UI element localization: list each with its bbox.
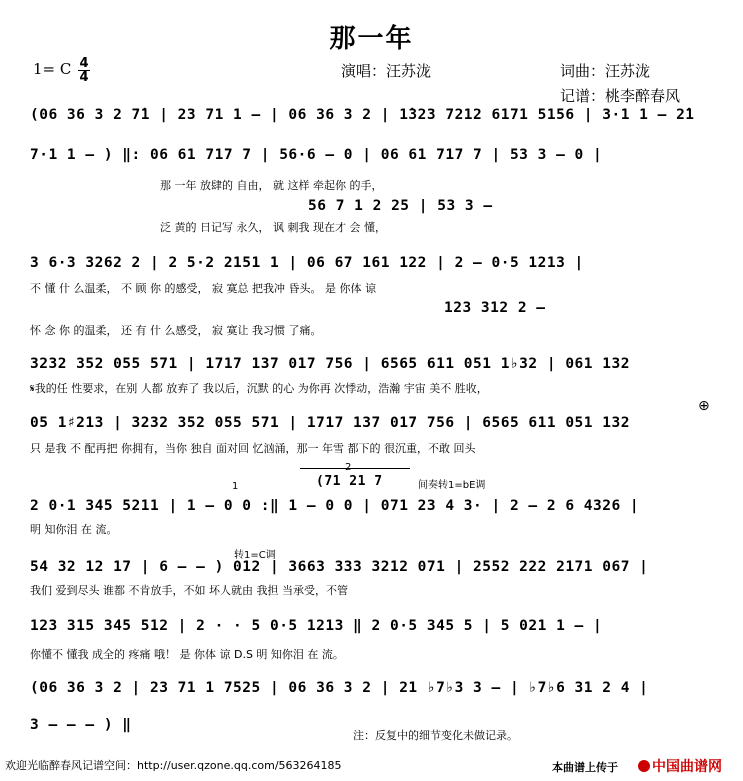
- lyric-row: 怀 念 你 的温柔， 还 有 什 么感受， 寂 寞让 我习惯 了痛。: [30, 324, 322, 337]
- bracket-notes: (71 21 7: [316, 474, 383, 489]
- lyric-row: 那 一年 放肆的 自由， 就 这样 牵起你 的手，: [160, 179, 383, 192]
- notation-row: (06 36 3 2 | 23 71 1 7525 | 06 36 3 2 | 21 ♭7♭3 3 – | ♭7♭6 31 2 4 |: [30, 680, 649, 696]
- time-signature-top: 4: [79, 56, 89, 71]
- volta-line: [300, 468, 410, 469]
- notation-row: 3 – – – ) ‖: [30, 717, 132, 733]
- notation-row: (06 36 3 2 7̇1 | 23 71 1 – | 06 36 3 2 | 1̇323 7212 6171 5156 | 3·1 1 – 2̇1: [30, 107, 695, 123]
- volta-1: 1: [232, 481, 239, 492]
- notation-row: 3232 352 055 571 | 1717 137 017 756 | 6565 611 051 1♭32 | 061 132: [30, 356, 630, 372]
- volta-2: 2: [345, 462, 352, 473]
- lyric-row: 我们 爱到尽头 谁都 不肯放手，不如 坏人就由 我担 当承受，不管: [30, 584, 348, 597]
- notation-row: 123 312 2 –: [444, 300, 546, 316]
- notation-row: 2 0·1 345 5211 | 1 – 0 0 :‖ 1 – 0 0 | 071 23 4 3· | 2 – 2 6 4326 |: [30, 498, 640, 514]
- site-logo-text: 中国曲谱网: [652, 759, 722, 775]
- time-signature: [78, 57, 90, 84]
- footer-upload: 本曲谱上传于: [552, 761, 618, 774]
- transcriber-credit: 记谱：桃李醉春风: [560, 87, 681, 105]
- lyric-row: 明 知你泪 在 流。: [30, 523, 118, 536]
- notation-row: 05 1♯213 | 3232 352 055 571 | 1717 137 017 756 | 6565 611 051 132: [30, 415, 630, 431]
- key-signature: 1= C: [33, 60, 72, 78]
- singer-credit: 演唱：汪苏泷: [341, 62, 432, 80]
- song-title: 那一年: [329, 24, 414, 54]
- notation-row: 7·1 1 – ) ‖: 06 61 717 7 | 56·6 – 0 | 06 61 717 7 | 53 3 – 0 |: [30, 147, 603, 163]
- lyric-row: 泛 黄的 日记写 永久， 讽 刺我 现在才 会 懂，: [160, 221, 386, 234]
- notation-row: 3 6·3 3262 2 | 2 5·2 2151 1 | 06 67 161 122 | 2 – 0·5 1213 |: [30, 255, 584, 271]
- lyric-row: 你懂不 懂我 成全的 疼痛 哦！ 是 你体 谅 D.S 明 知你泪 在 流。: [30, 648, 344, 661]
- modulation-note: 转1=C调: [234, 550, 276, 561]
- site-logo: [638, 756, 722, 776]
- coda-mark: ⊕: [698, 398, 710, 414]
- lyric-row: 只 是我 不 配再把 你拥有，当你 独自 面对回 忆汹涌，那一 年雪 都下的 很沉重，不敢 回头: [30, 442, 476, 455]
- notation-row: 54 32 12 17 | 6 – – ) 012 | 3663 333 3212 071 | 2552 222 2171 067 |: [30, 559, 649, 575]
- notation-row: 56 7 1 2 25 | 53 3 –: [308, 198, 493, 214]
- remark-note: 注：反复中的细节变化未做记录。: [353, 729, 518, 742]
- notation-row: 123 315 345 512 | 2 · · 5 0·5 1213 ‖ 2 0·5 345 5 | 5 021 1 – |: [30, 618, 603, 634]
- lyric-row: 不 懂 什 么温柔， 不 顾 你 的感受， 寂 寞总 把我冲 昏头。 是 你体 谅: [30, 282, 376, 295]
- site-logo-icon: [638, 760, 650, 772]
- composer-credit: 词曲：汪苏泷: [560, 62, 651, 80]
- interlude-note: 间奏转1=bE调: [418, 480, 486, 491]
- footer-welcome: 欢迎光临醉春风记谱空间：http://user.qzone.qq.com/563264185: [5, 759, 342, 772]
- time-signature-bottom: 4: [79, 70, 89, 85]
- lyric-row: 𝄋我的任 性要求，在别 人都 放弃了 我以后，沉默 的心 为你再 次悸动，浩瀚 宇宙 美不 胜收，: [30, 382, 488, 395]
